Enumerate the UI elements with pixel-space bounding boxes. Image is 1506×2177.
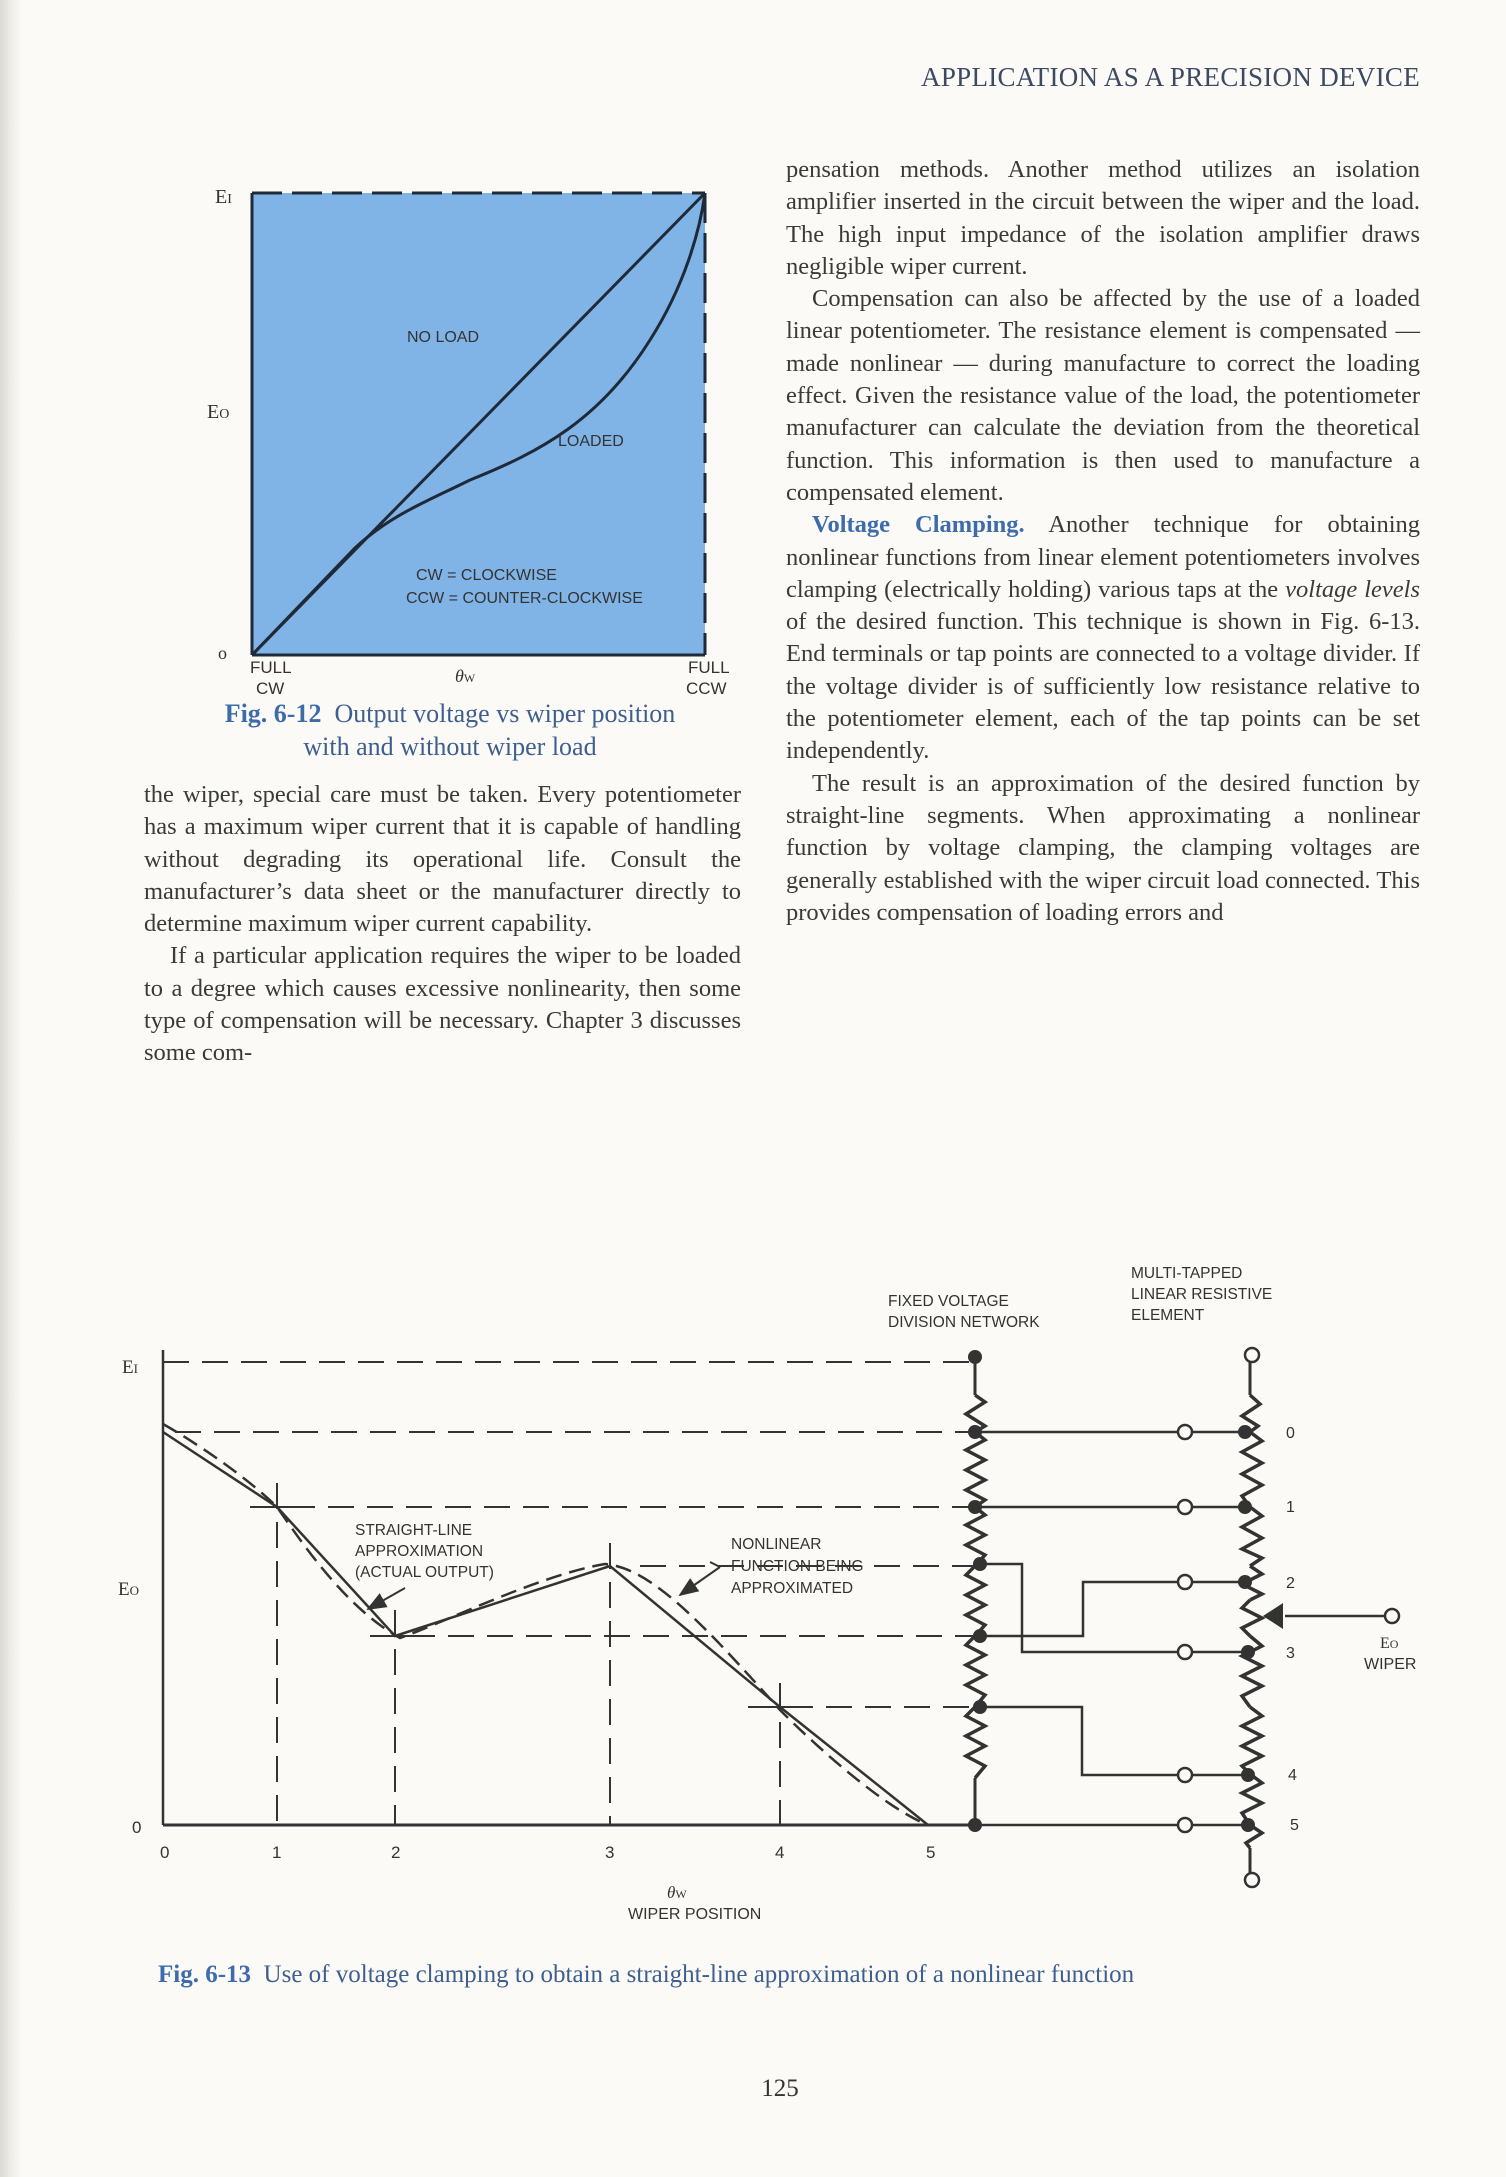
fig-6-13-number: Fig. 6-13 — [158, 1961, 252, 1988]
label-loaded: LOADED — [558, 433, 624, 450]
annotation-approx-line3: (ACTUAL OUTPUT) — [355, 1564, 494, 1581]
x-tick-0: 0 — [160, 1843, 170, 1862]
fig-6-13-caption — [158, 1958, 1358, 1991]
fig-6-13-diagram — [80, 1250, 1480, 1940]
x-tick-3: 3 — [605, 1843, 615, 1862]
annotation-approx-line1: STRAIGHT-LINE — [355, 1522, 473, 1539]
page-gutter-shadow — [0, 0, 22, 2177]
wiper-eo-label: EO — [1380, 1635, 1399, 1652]
tap-label-0: 0 — [1286, 1425, 1295, 1442]
page-number: 125 — [761, 2075, 799, 2102]
fig-6-13-y-top-label: EI — [122, 1357, 138, 1378]
x-tick-4: 4 — [775, 1843, 785, 1862]
x-left-label-line1: FULL — [250, 658, 292, 677]
fig-6-12-y-mid-label: EO — [207, 401, 230, 423]
label-fixed-voltage-line1: FIXED VOLTAGE — [888, 1293, 1009, 1310]
right-paragraph-3: Voltage Clamping. Another technique for obtaining nonlinear functions from linear element potentiometers involves clamping (electrically holding) various taps at the voltage levels of the desired function. This technique is shown in Fig. 6-13. End terminals or tap points are connected to a voltage divider. If the voltage divider is of sufficiently low resistance relative to the potentiometer element, each of the tap points can be set independently. — [786, 511, 1420, 765]
right-column-text — [786, 154, 1420, 929]
tap-label-2: 2 — [1286, 1575, 1295, 1592]
x-tick-2: 2 — [391, 1843, 401, 1862]
annotation-nonlinear-line2: FUNCTION BEING — [731, 1558, 864, 1575]
fig-6-13-y-zero-label: 0 — [132, 1818, 142, 1837]
wiper-label: WIPER — [1364, 1656, 1417, 1673]
fig-6-12-chart — [180, 170, 760, 700]
right-paragraph-1: pensation methods. Another method utilizes an isolation amplifier inserted in the circuit between the wiper and the load. The high input impedance of the isolation amplifier draws negligible wiper current. — [786, 156, 1420, 280]
right-paragraph-2: Compensation can also be affected by the use of a loaded linear potentiometer. The resistance element is compensated — made nonlinear — during manufacture to correct the loading effect. Given the resistance value of the load, the potentiometer manufacturer can calculate the deviation from the theoretical function. This information is then used to manufacture a compensated element. — [786, 285, 1420, 506]
x-right-label-line1: FULL — [688, 658, 730, 677]
label-no-load: NO LOAD — [407, 329, 480, 346]
x-right-label-line2: CCW — [686, 679, 727, 698]
legend-ccw: CCW = COUNTER-CLOCKWISE — [406, 590, 643, 607]
fig-6-12-y-top-label: EI — [215, 186, 232, 208]
annotation-nonlinear-line3: APPROXIMATED — [731, 1580, 854, 1597]
fig-6-13-x-theta-label: θW — [667, 1883, 687, 1902]
x-left-label-line2: CW — [256, 679, 285, 698]
tap-label-4: 4 — [1288, 1767, 1297, 1784]
left-column-text — [144, 779, 741, 1070]
left-paragraph-1: the wiper, special care must be taken. Every potentiometer has a maximum wiper current that it is capable of handling without degrading its operational life. Consult the manufacturer’s data sheet or the manufacturer directly to determine maximum wiper current capability. — [144, 781, 741, 938]
annotation-nonlinear-line1: NONLINEAR — [731, 1536, 822, 1553]
x-tick-5: 5 — [926, 1843, 936, 1862]
running-head: APPLICATION AS A PRECISION DEVICE — [921, 62, 1420, 92]
fig-6-12-caption-line2: with and without wiper load — [303, 732, 597, 761]
label-multi-tapped-line2: LINEAR RESISTIVE — [1131, 1286, 1273, 1303]
fig-6-12-number: Fig. 6-12 — [224, 699, 322, 728]
fig-6-12-caption-line1: Output voltage vs wiper position — [334, 699, 676, 728]
fig-6-13-x-label-wiper-position: WIPER POSITION — [628, 1906, 762, 1923]
right-paragraph-4: The result is an approximation of the desired function by straight-line segments. When approximating a nonlinear function by voltage clamping, the clamping voltages are generally established with the wiper circuit load connected. This provides compensation of loading errors and — [786, 769, 1420, 926]
left-paragraph-2: If a particular application requires the wiper to be loaded to a degree which causes excessive nonlinearity, then some type of compensation will be necessary. Chapter 3 discusses some com- — [144, 942, 741, 1067]
divider-tap-dots — [968, 1350, 1255, 1832]
label-fixed-voltage-line2: DIVISION NETWORK — [888, 1314, 1040, 1331]
label-multi-tapped-line3: ELEMENT — [1131, 1307, 1205, 1324]
fig-6-13-y-mid-label: EO — [118, 1579, 139, 1600]
wiper-arrow-icon — [1263, 1603, 1283, 1629]
label-multi-tapped-line1: MULTI-TAPPED — [1131, 1265, 1243, 1282]
x-tick-1: 1 — [272, 1843, 282, 1862]
legend-cw: CW = CLOCKWISE — [416, 567, 557, 584]
annotation-approx-line2: APPROXIMATION — [355, 1543, 484, 1560]
section-heading-voltage-clamping: Voltage Clamping. — [812, 511, 1025, 539]
tap-label-3: 3 — [1286, 1645, 1295, 1662]
x-axis-theta-label: θW — [455, 666, 476, 686]
tap-label-5: 5 — [1290, 1817, 1299, 1834]
fig-6-12-caption — [150, 697, 750, 763]
fig-6-12-y-zero-label: o — [218, 643, 227, 663]
fig-6-13-caption-text: Use of voltage clamping to obtain a straight-line approximation of a nonlinear function — [263, 1961, 1135, 1988]
tap-label-1: 1 — [1286, 1499, 1295, 1516]
